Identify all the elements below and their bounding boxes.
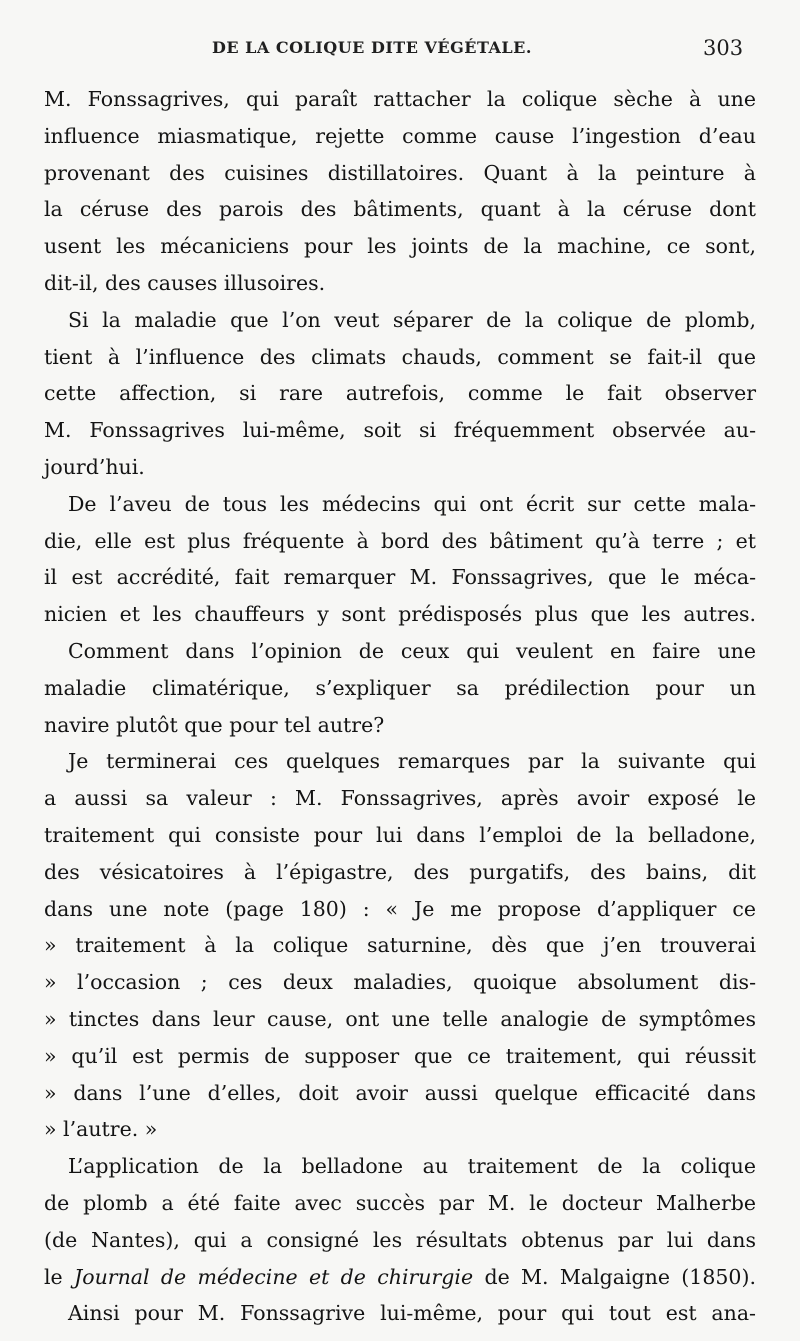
quote-line: » dans l’une d’elles, doit avoir aussi quelque efficacité dans <box>44 1080 756 1105</box>
text-line: navire plutôt que pour tel autre? <box>44 712 385 737</box>
text-line: (de Nantes), qui a consigné les résultats obtenus par lui dans <box>44 1227 756 1252</box>
text-line: dans une note (page 180) : « Je me propose d’appliquer ce <box>44 896 756 921</box>
text-line: la céruse des parois des bâtiments, quant à la céruse dont <box>44 197 756 222</box>
text-line: provenant des cuisines distillatoires. Quant à la peinture à <box>44 160 756 185</box>
text-line: dit-il, des causes illusoires. <box>44 270 326 295</box>
text-line: Ainsi pour M. Fonssagrive lui-même, pour qui tout est ana- <box>68 1301 756 1326</box>
journal-prefix: le <box>44 1264 75 1289</box>
text-line: M. Fonssagrives, qui paraît rattacher la colique sèche à une <box>44 87 756 111</box>
text-line: a aussi sa valeur : M. Fonssagrives, après avoir exposé le <box>44 786 756 811</box>
quote-line: » qu’il est permis de supposer que ce traitement, qui réussit <box>44 1043 756 1068</box>
journal-reference-line <box>44 1259 756 1296</box>
text-line: influence miasmatique, rejette comme cause l’ingestion d’eau <box>44 123 756 148</box>
text-line: cette affection, si rare autrefois, comme le fait observer <box>44 381 756 406</box>
text-line: Je terminerai ces quelques remarques par la suivante qui <box>68 749 756 774</box>
journal-suffix: de M. Malgaigne (1850). <box>473 1264 756 1289</box>
quote-line: » tinctes dans leur cause, ont une telle analogie de symptômes <box>44 1006 756 1031</box>
text-line: Si la maladie que l’on veut séparer de la colique de plomb, <box>68 307 756 332</box>
text-line: jourd’hui. <box>44 454 145 479</box>
text-line: traitement qui consiste pour lui dans l’emploi de la belladone, <box>44 822 756 847</box>
text-line: De l’aveu de tous les médecins qui ont écrit sur cette mala- <box>68 491 756 516</box>
text-line: maladie climatérique, s’expliquer sa prédilection pour un <box>44 675 756 700</box>
quote-line: » l’autre. » <box>44 1117 158 1142</box>
journal-title: Journal de médecine et de chirurgie <box>74 1264 474 1289</box>
running-title: DE LA COLIQUE DITE VÉGÉTALE. <box>212 38 532 57</box>
quote-line: » l’occasion ; ces deux maladies, quoique absolument dis- <box>44 970 756 995</box>
text-line: il est accrédité, fait remarquer M. Fonssagrives, que le méca- <box>44 565 756 590</box>
body-text <box>44 81 756 1332</box>
text-line: nicien et les chauffeurs y sont prédisposés plus que les autres. <box>44 602 756 627</box>
text-line: usent les mécaniciens pour les joints de la machine, ce sont, <box>44 234 756 259</box>
text-line: die, elle est plus fréquente à bord des bâtiment qu’à terre ; et <box>44 528 756 553</box>
text-line: tient à l’influence des climats chauds, comment se fait-il que <box>44 344 756 369</box>
text-line: L’application de la belladone au traitement de la colique <box>68 1154 756 1179</box>
text-line: des vésicatoires à l’épigastre, des purgatifs, des bains, dit <box>44 859 756 884</box>
text-line: Comment dans l’opinion de ceux qui veulent en faire une <box>68 638 756 663</box>
page-number: 303 <box>703 36 744 60</box>
text-line: M. Fonssagrives lui-même, soit si fréquemment observée au- <box>44 418 756 443</box>
quote-line: » traitement à la colique saturnine, dès que j’en trouverai <box>44 933 756 958</box>
text-line: de plomb a été faite avec succès par M. le docteur Malherbe <box>44 1190 756 1215</box>
